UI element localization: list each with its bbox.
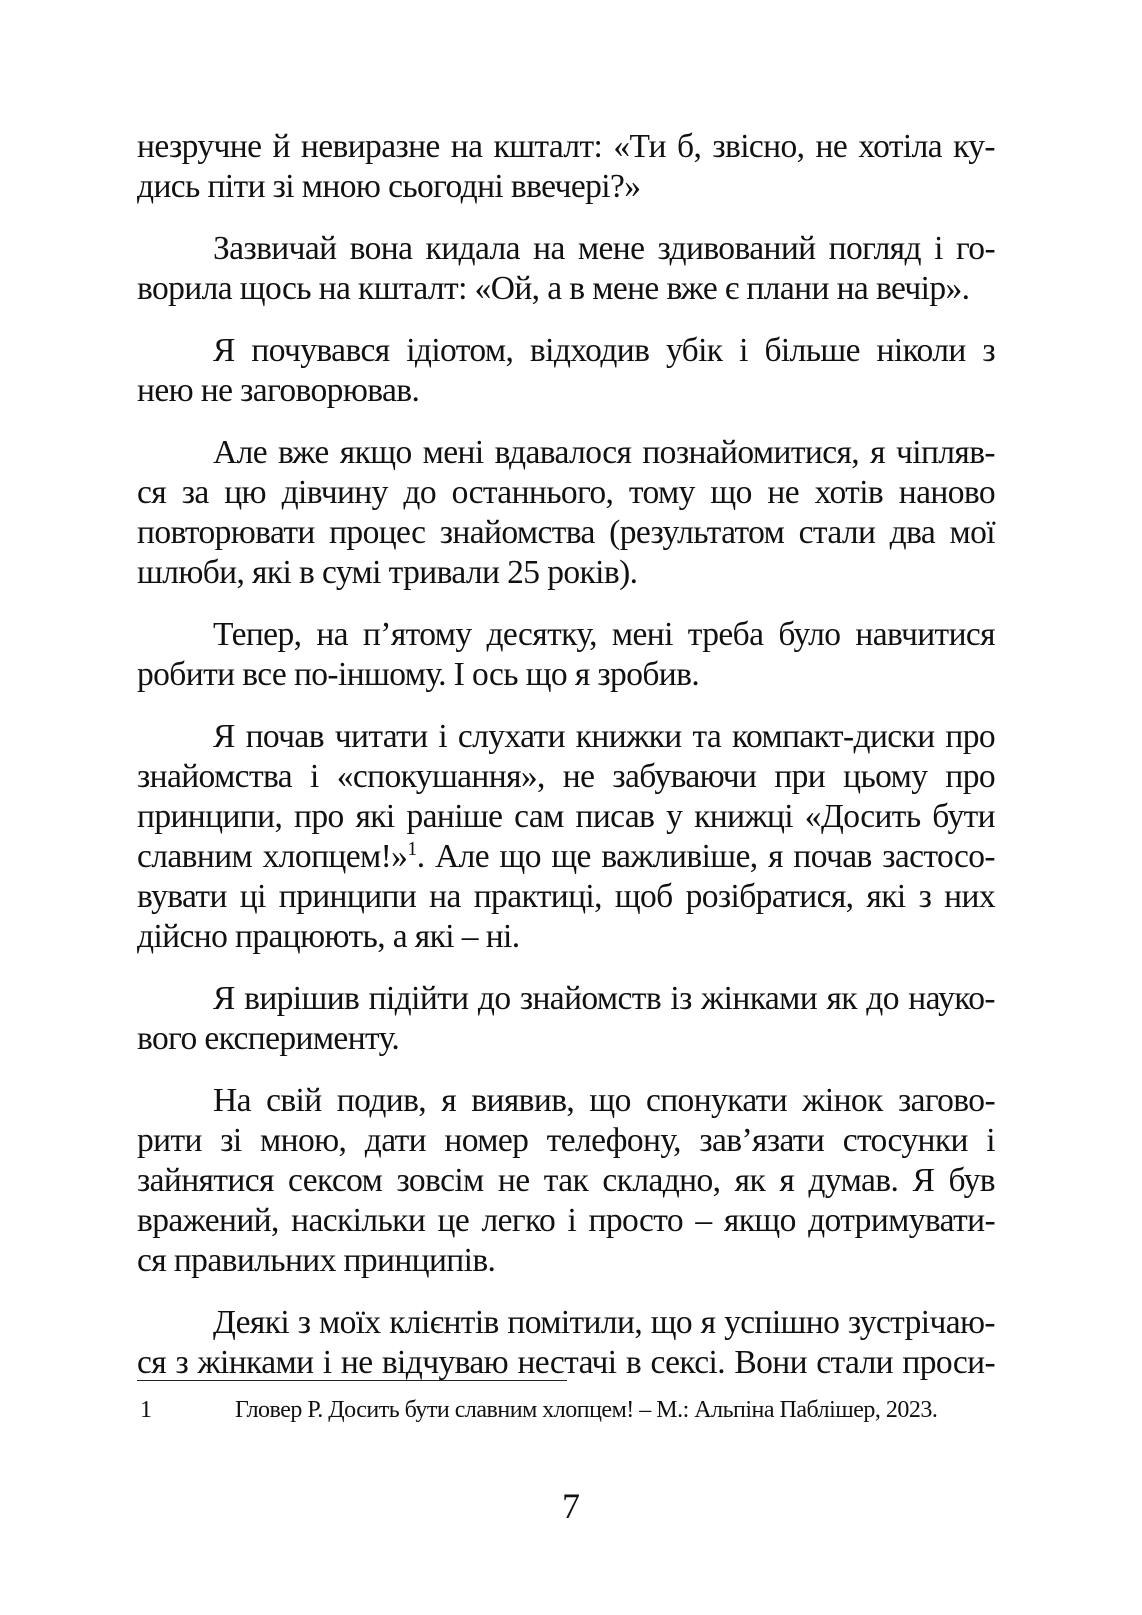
paragraph (137, 433, 995, 593)
text-line: Деякі з моїх клієнтів помітили, що я успішно зустрічаю- (213, 1304, 995, 1341)
text-line: дись піти зі мною сьогодні ввечері?» (137, 168, 641, 205)
footnote-divider (137, 1380, 567, 1381)
text-line: зайнятися сексом зовсім не так складно, як я думав. Я був (137, 1162, 995, 1199)
text-line: принципи, про які раніше сам писав у книжці «Досить бути (137, 798, 995, 835)
text-line: ворила щось на кшталт: «Ой, а в мене вже є плани на вечір». (137, 270, 970, 307)
paragraph (137, 615, 995, 695)
text-line: Я вирішив підійти до знайомств із жінками як до науко- (213, 980, 995, 1017)
text-line: вражений, наскільки це легко і просто – якщо дотримувати- (137, 1202, 995, 1239)
text-fragment: . Але що ще важливіше, я почав застосо- (416, 838, 995, 875)
text-line: Тепер, на п’ятому десятку, мені треба було навчитися (213, 616, 995, 653)
text-line: нею не заговорював. (137, 372, 420, 409)
text-line: шлюби, які в сумі тривали 25 років). (137, 554, 638, 591)
paragraph (137, 127, 995, 207)
paragraph (137, 979, 995, 1059)
text-line: Я почувався ідіотом, відходив убік і більше ніколи з (213, 332, 995, 369)
paragraph (137, 1081, 995, 1281)
text-line: Але вже якщо мені вдавалося познайомитися, я чіпляв- (213, 434, 995, 471)
text-fragment: славним хлопцем!» (137, 838, 408, 875)
footnote-marker[interactable]: 1 (407, 838, 417, 860)
text-line: рити зі мною, дати номер телефону, зав’язати стосунки і (137, 1122, 995, 1159)
text-line: На свій подив, я виявив, що спонукати жінок загово- (213, 1082, 995, 1119)
text-line: незручне й невиразне на кшталт: «Ти б, звісно, не хотіла ку- (137, 128, 995, 165)
text-line: робити все по-іншому. І ось що я зробив. (137, 656, 700, 693)
paragraph (137, 1303, 995, 1383)
text-line: Зазвичай вона кидала на мене здивований погляд і го- (213, 230, 995, 267)
text-line: повторювати процес знайомства (результатом стали два мої (137, 514, 995, 551)
paragraph (137, 717, 995, 957)
text-line: ся за цю дівчину до останнього, тому що не хотів наново (137, 474, 995, 511)
text-line: ся правильних принципів. (137, 1242, 496, 1279)
text-line: вувати ці принципи на практиці, щоб розібратися, які з них (137, 878, 995, 915)
text-line: дійсно працюють, а які – ні. (137, 918, 520, 955)
text-line: вого експерименту. (137, 1020, 400, 1057)
text-line: ся з жінками і не відчуваю нестачі в сексі. Вони стали проси- (137, 1344, 995, 1381)
body-text (137, 127, 995, 1405)
paragraph (137, 229, 995, 309)
text-line: Я почав читати і слухати книжки та компакт-диски про (213, 718, 995, 755)
text-line: знайомства і «спокушання», не забуваючи при цьому про (137, 758, 995, 795)
text-line (137, 837, 995, 877)
footnote-text: Гловер Р. Досить бути славним хлопцем! – М.: Альпіна Паблішер, 2023. (235, 1397, 938, 1423)
paragraph (137, 331, 995, 411)
page-number: 7 (562, 1486, 580, 1526)
footnote-number: 1 (140, 1397, 152, 1423)
